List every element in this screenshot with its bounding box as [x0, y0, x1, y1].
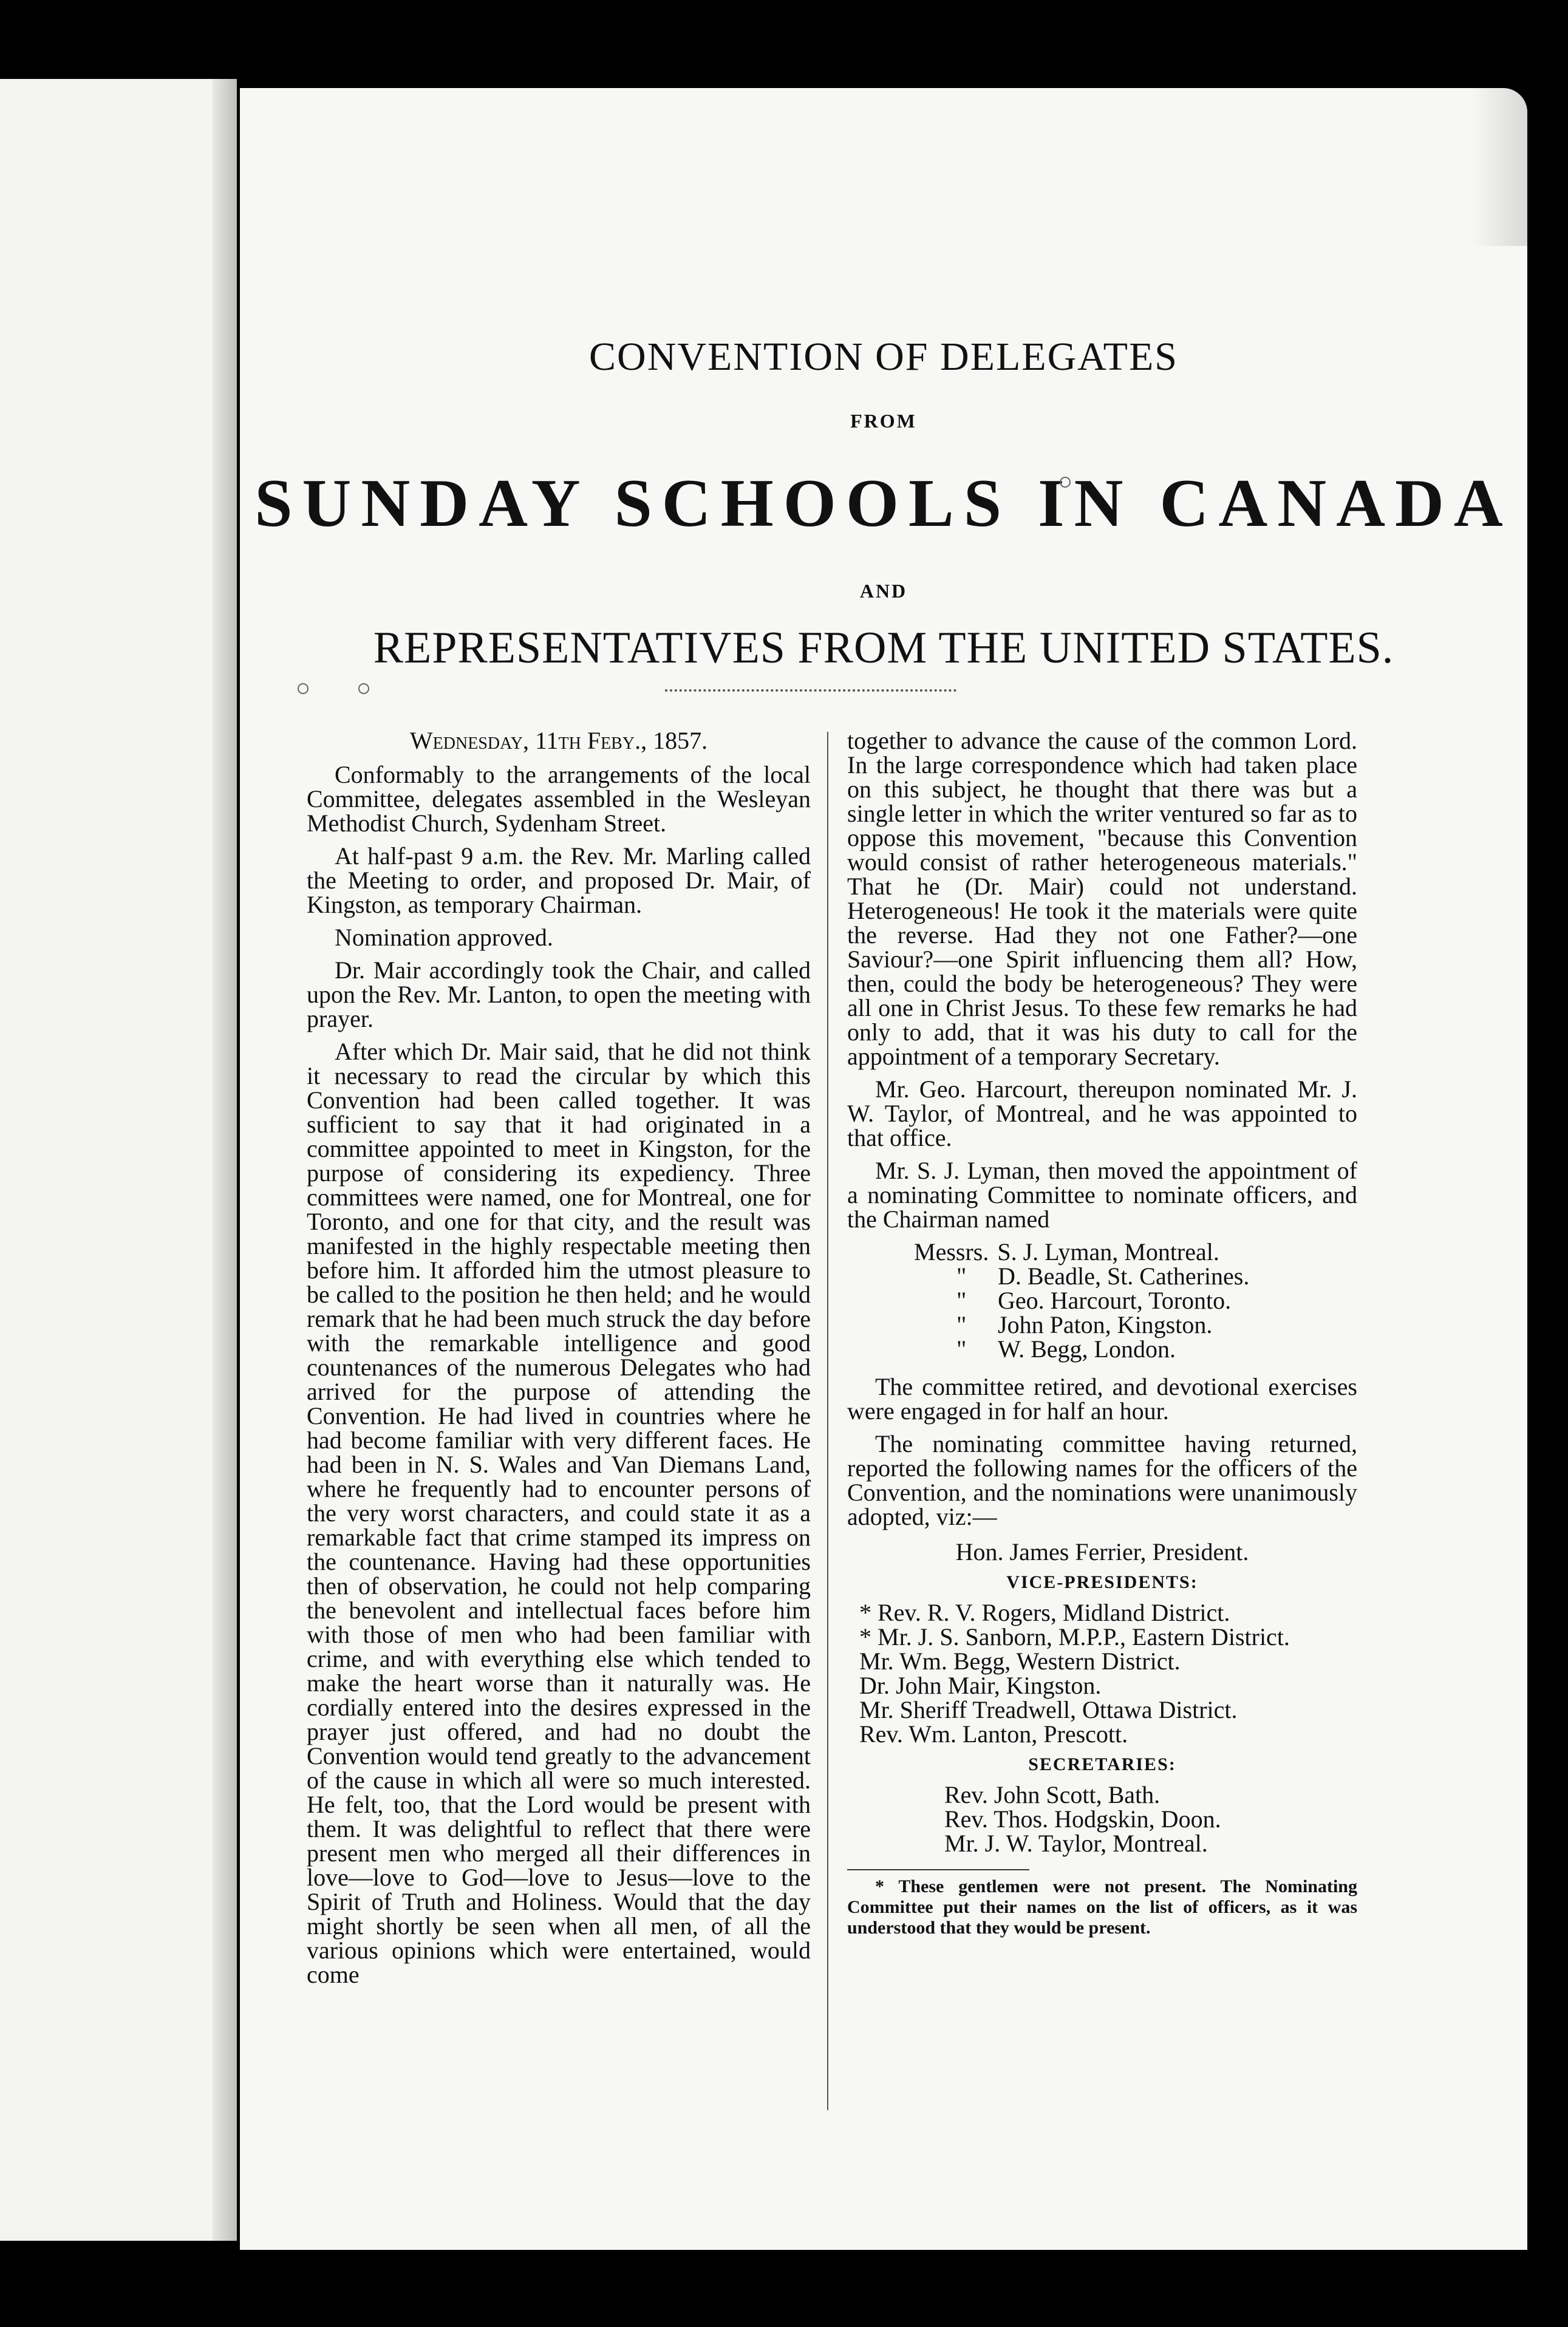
list-item: Mr. Sheriff Treadwell, Ottawa District.: [859, 1696, 1238, 1723]
paragraph: together to advance the cause of the common Lord. In the large correspondence which had taken place on this subject, he thought that there was but a single letter in which the writer ventured so far as to oppose this movement, "because this Convention would consist of rather heterogeneous materials." That he (Dr. Mair) could not understand. Heterogeneous! He took it the materials were quite the reverse. Had they not one Father?—one Saviour?—one Spirit influencing them all? How, then, could the body be heterogeneous? They were all one in Christ Jesus. To these few remarks he had only to add, that it was his duty to call for the appointment of a temporary Secretary.: [847, 727, 1357, 1070]
secretaries-list: [847, 1783, 1357, 1856]
title-line-2: FROM: [850, 410, 917, 432]
president-line: Hon. James Ferrier, President.: [955, 1538, 1249, 1566]
decorative-rule: [665, 689, 956, 698]
list-item: " D. Beadle, St. Catherines.: [956, 1262, 1250, 1290]
left-page-edge: [0, 79, 237, 2241]
speck-mark: [1060, 477, 1071, 488]
page-corner-curl: [1473, 88, 1527, 246]
list-item: Messrs. S. J. Lyman, Montreal.: [914, 1238, 1219, 1266]
title-main: SUNDAY SCHOOLS IN CANADA: [254, 466, 1513, 541]
paragraph: After which Dr. Mair said, that he did not think it necessary to read the circular by which this Convention had been called together. It was sufficient to say that it had originated in a committee appointed to meet in Kingston, for the purpose of considering its expediency. Three committees were named, one for Montreal, one for Toronto, and one for that city, and the result was manifested in the highly respectable meeting then before him. It afforded him the utmost pleasure to be called to the position he then held; and he would remark that he had been much struck the day before with the remarkable intelligence and good countenances of the numerous Delegates who had arrived for the purpose of attending the Convention. He had lived in countries where he had become familiar with very different faces. He had been in N. S. Wales and Van Diemans Land, where he frequently had to encounter persons of the very worst characters, and could state it as a remarkable fact that crime stamped its impress on the countenance. Having had these opportunities then of observation, he could not help comparing the benevolent and intellectual faces before him with those of men who had been familiar with crime, and with everything else which tended to make the heart worse than it naturally was. He cordially entered into the desires expressed in the prayer just offered, and had no doubt the Convention would tend greatly to the advancement of the cause in which all were so much interested. He felt, too, that the Lord would be present with them. It was delightful to reflect that there were present men who merged all their differences in love—love to God—love to Jesus—love to the Spirit of Truth and Holiness. Would that the day might shortly be seen when all men, of all the various opinions which were entertained, would come: [307, 1038, 811, 1988]
column-divider: [827, 732, 828, 2110]
title-line-4: AND: [859, 580, 908, 602]
paragraph: The committee retired, and devotional exercises were engaged in for half an hour.: [847, 1373, 1357, 1425]
vice-presidents-heading: VICE-PRESIDENTS:: [1006, 1572, 1198, 1592]
page-gutter: [213, 79, 237, 2241]
paragraph: Conformably to the arrangements of the local Committee, delegates assembled in the Wesleyan Methodist Church, Sydenham Street.: [307, 761, 811, 837]
list-item: Dr. John Mair, Kingston.: [859, 1672, 1102, 1699]
footnote: * These gentlemen were not present. The Nominating Committee put their names on the list of officers, as it was understood that they would be present.: [847, 1876, 1357, 1938]
list-item: Rev. Thos. Hodgskin, Doon.: [944, 1805, 1221, 1833]
list-item: Mr. Wm. Begg, Western District.: [859, 1647, 1181, 1675]
list-item: " John Paton, Kingston.: [956, 1311, 1213, 1338]
list-item: Rev. John Scott, Bath.: [944, 1781, 1161, 1808]
meeting-date: Wednesday, 11th Feby., 1857.: [409, 727, 708, 754]
paragraph: Nomination approved.: [335, 924, 553, 951]
list-item: " W. Begg, London.: [956, 1335, 1176, 1363]
list-item: Mr. J. W. Taylor, Montreal.: [944, 1830, 1208, 1857]
paragraph: Dr. Mair accordingly took the Chair, and called upon the Rev. Mr. Lanton, to open the meeting with prayer.: [307, 956, 811, 1032]
right-column: [847, 729, 1357, 1947]
list-item: Rev. Wm. Lanton, Prescott.: [859, 1720, 1128, 1748]
speck-mark: [358, 683, 369, 694]
paragraph: Mr. Geo. Harcourt, thereupon nominated Mr. J. W. Taylor, of Montreal, and he was appointed to that office.: [847, 1075, 1357, 1151]
title-line-1: CONVENTION OF DELEGATES: [589, 335, 1178, 379]
left-column: [307, 729, 811, 1995]
list-item: * Mr. J. S. Sanborn, M.P.P., Eastern District.: [859, 1623, 1290, 1651]
title-line-5: REPRESENTATIVES FROM THE UNITED STATES.: [373, 623, 1394, 673]
speck-mark: [298, 683, 308, 694]
document-page: [240, 88, 1527, 2250]
paragraph: Mr. S. J. Lyman, then moved the appointment of a nominating Committee to nominate officers, and the Chairman named: [847, 1157, 1357, 1233]
list-item: * Rev. R. V. Rogers, Midland District.: [859, 1599, 1230, 1626]
secretaries-heading: SECRETARIES:: [1028, 1754, 1176, 1774]
vice-presidents-list: [847, 1601, 1357, 1746]
footnote-rule: [847, 1869, 1029, 1870]
list-item: " Geo. Harcourt, Toronto.: [956, 1287, 1232, 1314]
paragraph: At half-past 9 a.m. the Rev. Mr. Marling called the Meeting to order, and proposed Dr. Mair, of Kingston, as temporary Chairman.: [307, 842, 811, 918]
committee-list: [847, 1240, 1357, 1361]
paragraph: The nominating committee having returned, reported the following names for the officers of the Convention, and the nominations were unanimously adopted, viz:—: [847, 1430, 1357, 1530]
